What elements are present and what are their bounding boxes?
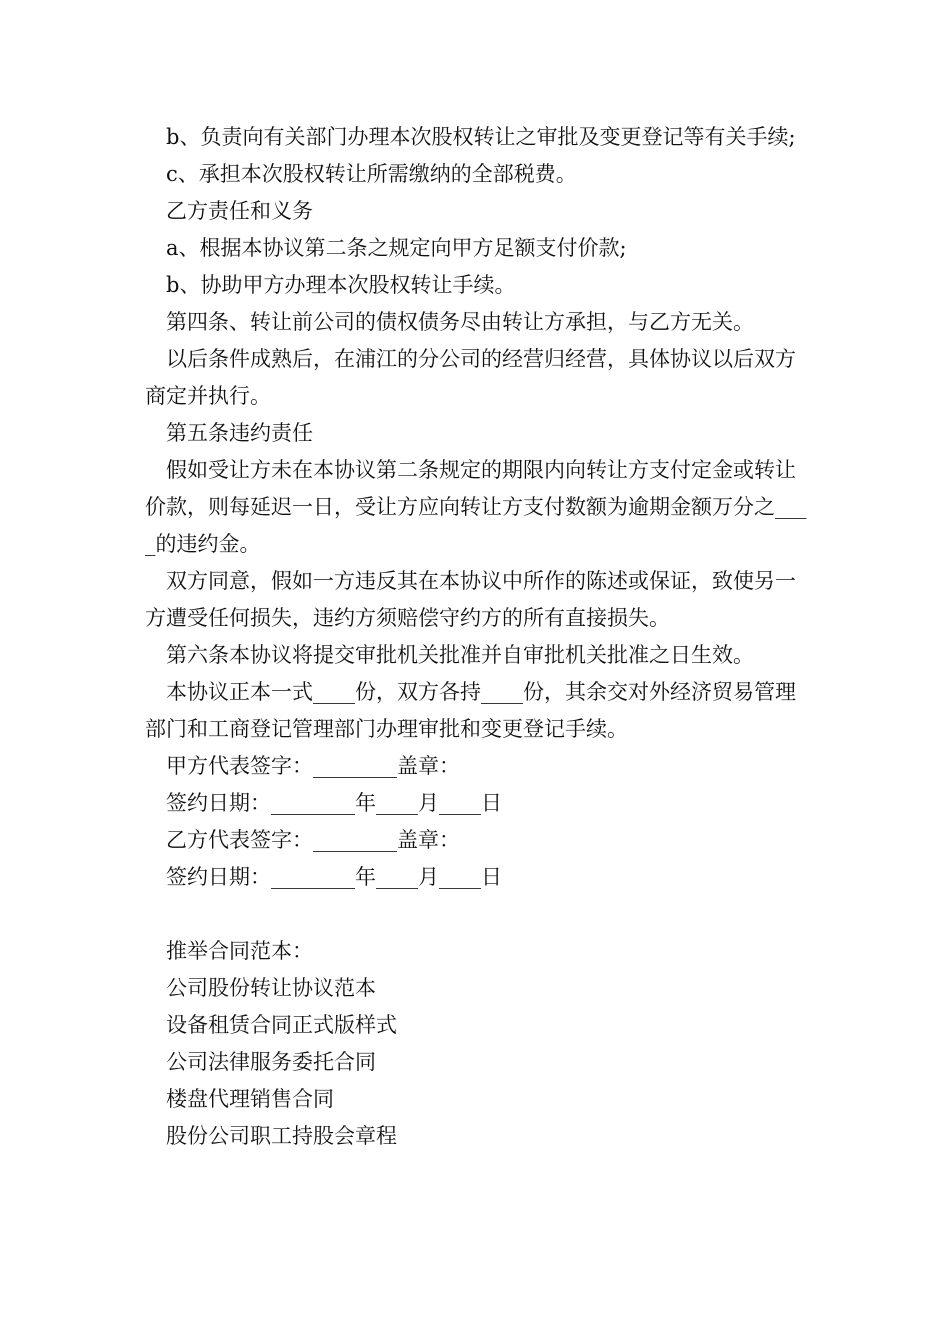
recommend-link-equipment-lease[interactable]: 设备租赁合同正式版样式 [166, 1013, 397, 1037]
sign-date-party-a: 签约日期：________年____月____日 [166, 791, 502, 815]
recommend-link-share-transfer[interactable]: 公司股份转让协议范本 [166, 976, 376, 1000]
paragraph-copies: 本协议正本一式____份，双方各持____份，其余交对外经济贸易管理部门和工商登记管理部门办理审批和变更登记手续。 [145, 680, 796, 741]
signature-party-b: 乙方代表签字：________盖章： [166, 828, 460, 852]
recommend-link-legal-service[interactable]: 公司法律服务委托合同 [166, 1050, 376, 1074]
paragraph-party-b-b: b、协助甲方办理本次股权转让手续。 [166, 273, 516, 297]
recommend-link-employee-shareholding[interactable]: 股份公司职工持股会章程 [166, 1124, 397, 1148]
paragraph-obligation-c: c、承担本次股权转让所需缴纳的全部税费。 [166, 162, 577, 186]
signature-party-a: 甲方代表签字：________盖章： [166, 754, 460, 778]
recommend-title: 推举合同范本： [166, 939, 313, 963]
document-body [145, 119, 810, 1155]
paragraph-breach-compensation: 双方同意，假如一方违反其在本协议中所作的陈述或保证，致使另一方遭受任何损失，违约方须赔偿守约方的所有直接损失。 [145, 569, 796, 630]
paragraph-obligation-b: b、负责向有关部门办理本次股权转让之审批及变更登记等有关手续; [166, 125, 796, 149]
article-six: 第六条本协议将提交审批机关批准并自审批机关批准之日生效。 [166, 643, 754, 667]
paragraph-party-b-a: a、根据本协议第二条之规定向甲方足额支付价款; [166, 236, 627, 260]
article-four: 第四条、转让前公司的债权债务尽由转让方承担，与乙方无关。 [166, 310, 754, 334]
spacer [145, 896, 810, 933]
recommend-link-property-sales[interactable]: 楼盘代理销售合同 [166, 1087, 334, 1111]
sign-date-party-b: 签约日期：________年____月____日 [166, 865, 502, 889]
paragraph-future-branch: 以后条件成熟后，在浦江的分公司的经营归经营，具体协议以后双方商定并执行。 [145, 347, 796, 408]
heading-party-b-duties: 乙方责任和义务 [166, 199, 313, 223]
article-five-heading: 第五条违约责任 [166, 421, 313, 445]
paragraph-late-payment: 假如受让方未在本协议第二条规定的期限内向转让方支付定金或转让价款，则每延迟一日，受让方应向转让方支付数额为逾期金额万分之____的违约金。 [145, 458, 807, 556]
